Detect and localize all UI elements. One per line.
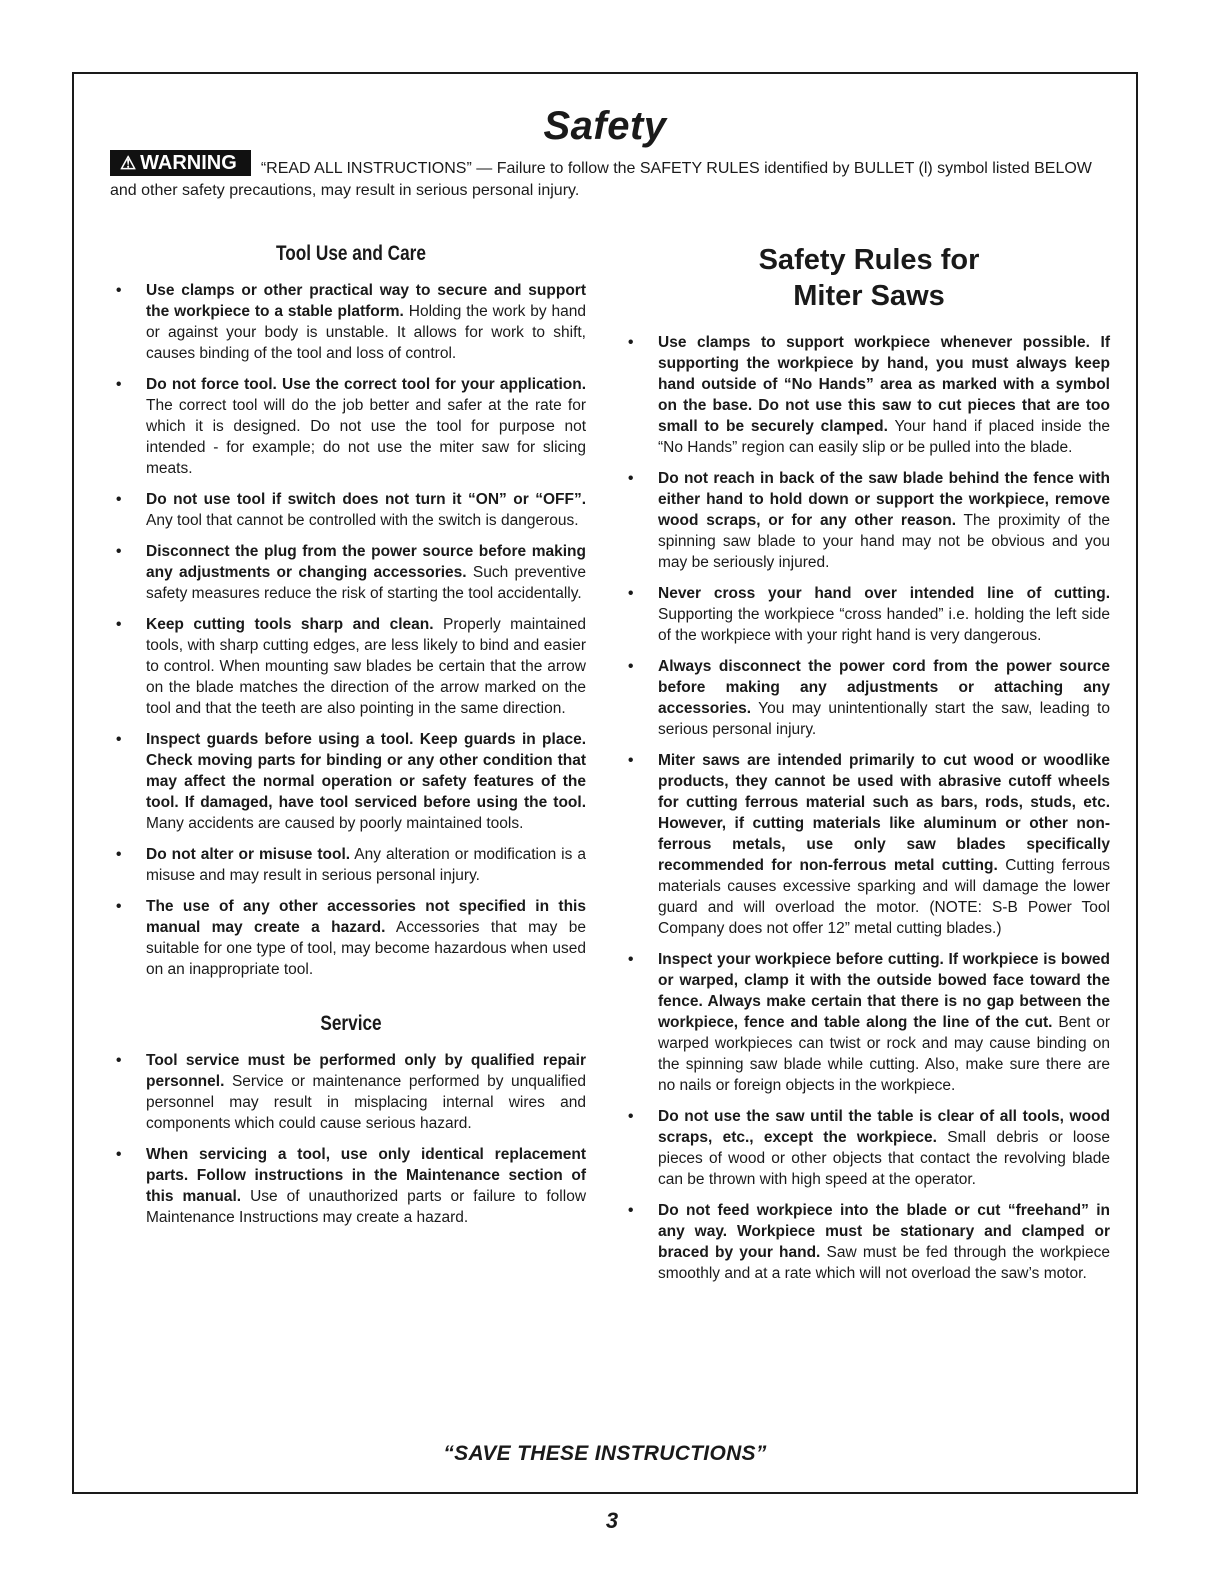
list-item: • Do not use the saw until the table is clear of all tools, wood scraps, etc., except the workpiece. Small debris or loose pieces of wood or other objects that contact the revolving blade can be thrown with high speed at the operator. [628,1108,1110,1188]
bullet-icon: • [628,470,634,487]
save-instructions: “SAVE THESE INSTRUCTIONS” [443,1442,767,1465]
warning-badge [110,150,251,176]
list-item: • Use clamps to support workpiece whenever possible. If supporting the workpiece by hand, you must always keep hand outside of “No Hands” area as marked with a symbol on the base. Do not use this saw to cut pieces that are too small to be securely clamped. Your hand if placed inside the “No Hands” region can easily slip or be pulled into the blade. [628,334,1110,456]
miter-saw-rules-heading [628,242,1110,314]
bullet-icon: • [628,752,634,769]
bullet-icon: • [116,1052,122,1069]
list-item: • Miter saws are intended primarily to cut wood or woodlike products, they cannot be used with abrasive cutoff wheels for cutting ferrous material such as bars, rods, studs, etc. However, if cutting materials like aluminum or other non-ferrous metals, use only saw blades specifically recommended for non-ferrous metal cutting. Cutting ferrous materials causes excessive sparking and will damage the lower guard and will overload the motor. (NOTE: S-B Power Tool Company does not offer 12” metal cutting blades.) [628,752,1111,937]
bullet-icon: • [116,616,122,633]
service-heading: Service [320,1012,382,1035]
tool-use-list [116,280,586,980]
list-item: • Use clamps or other practical way to secure and support the workpiece to a stable platform. Holding the work by hand or against your body is unstable. It allows for work to shift, causes binding of the tool and loss of control. [116,282,587,362]
bullet-icon: • [628,334,634,351]
list-item: • Do not alter or misuse tool. Any alteration or modification is a misuse and may result in serious personal injury. [116,846,586,884]
list-item: • Never cross your hand over intended line of cutting. Supporting the workpiece “cross handed” i.e. holding the left side of the workpiece with your right hand is very dangerous. [628,585,1110,644]
warning-text: “READ ALL INSTRUCTIONS” — Failure to follow the SAFETY RULES identified by BULLET (l) symbol listed BELOW and other safety precautions, may result in serious personal injury. [110,160,1092,199]
bullet-icon: • [628,658,634,675]
miter-saw-rules-list [628,332,1110,1284]
list-item: • Do not reach in back of the saw blade behind the fence with either hand to hold down or support the workpiece, remove wood scraps, or for any other reason. The proximity of the spinning saw blade to your hand may not be obvious and you may be seriously injured. [628,470,1111,571]
warning-notice [110,154,1110,202]
list-item: • Keep cutting tools sharp and clean. Properly maintained tools, with sharp cutting edges, are less likely to bind and easier to control. When mounting saw blades be certain that the arrow on the blade matches the direction of the arrow marked on the tool and that the teeth are also pointing in the same direction. [116,616,586,717]
page-frame [72,72,1138,1494]
bullet-icon: • [116,491,122,508]
list-item: • Do not use tool if switch does not turn it “ON” or “OFF”. Any tool that cannot be controlled with the switch is dangerous. [116,491,586,529]
list-item: • Tool service must be performed only by qualified repair personnel. Service or maintenance performed by unqualified personnel may result in misplacing internal wires and components which could cause serious hazard. [116,1052,586,1132]
bullet-icon: • [116,543,122,560]
bullet-icon: • [628,585,634,602]
heading-line-1: Safety Rules for [758,244,980,276]
list-item: • When servicing a tool, use only identical replacement parts. Follow instructions in the Maintenance section of this manual. Use of unauthorized parts or failure to follow Maintenance Instructions may create a hazard. [116,1146,587,1226]
list-item: • Inspect your workpiece before cutting. If workpiece is bowed or warped, clamp it with the outside bowed face toward the fence. Always make certain that there is no gap between the workpiece, fence and table along the line of the cut. Bent or warped workpieces can twist or rock and may cause binding on the spinning saw blade while cutting. Also, make sure there are no nails or foreign objects in the workpiece. [628,951,1111,1094]
list-item: • Disconnect the plug from the power source before making any adjustments or changing accessories. Such preventive safety measures reduce the risk of starting the tool accidentally. [116,543,586,602]
list-item: • Inspect guards before using a tool. Keep guards in place. Check moving parts for binding or any other condition that may affect the normal operation or safety features of the tool. If damaged, have tool serviced before using the tool. Many accidents are caused by poorly maintained tools. [116,731,586,832]
warning-triangle-icon: ⚠ [120,153,137,173]
warning-badge-label: WARNING [140,152,237,174]
service-list [116,1050,586,1228]
bullet-icon: • [116,1146,122,1163]
bullet-icon: • [116,898,122,915]
bullet-icon: • [116,846,122,863]
list-item: • The use of any other accessories not specified in this manual may create a hazard. Accessories that may be suitable for one type of tool, may become hazardous when used on an inappropriate tool. [116,898,586,978]
bullet-icon: • [116,282,122,299]
bullet-icon: • [628,1108,634,1125]
bullet-icon: • [628,951,634,968]
bullet-icon: • [116,731,122,748]
left-column [116,242,586,1238]
right-column [628,242,1110,1294]
tool-use-heading: Tool Use and Care [276,242,426,265]
bullet-icon: • [628,1202,634,1219]
page-title: Safety [543,104,667,148]
section-gap [116,990,586,1012]
list-item: • Always disconnect the power cord from the power source before making any adjustments or attaching any accessories. You may unintentionally start the saw, leading to serious personal injury. [628,658,1110,738]
list-item: • Do not force tool. Use the correct tool for your application. The correct tool will do the job better and safer at the rate for which it is designed. Do not use the tool for purpose not intended - for example; do not use the miter saw for slicing meats. [116,376,586,477]
page-number: 3 [605,1508,619,1533]
list-item: • Do not feed workpiece into the blade or cut “freehand” in any way. Workpiece must be stationary and clamped or braced by your hand. Saw must be fed through the workpiece smoothly and at a rate which will not overload the saw’s motor. [628,1202,1110,1282]
bullet-icon: • [116,376,122,393]
heading-line-2: Miter Saws [793,280,945,312]
